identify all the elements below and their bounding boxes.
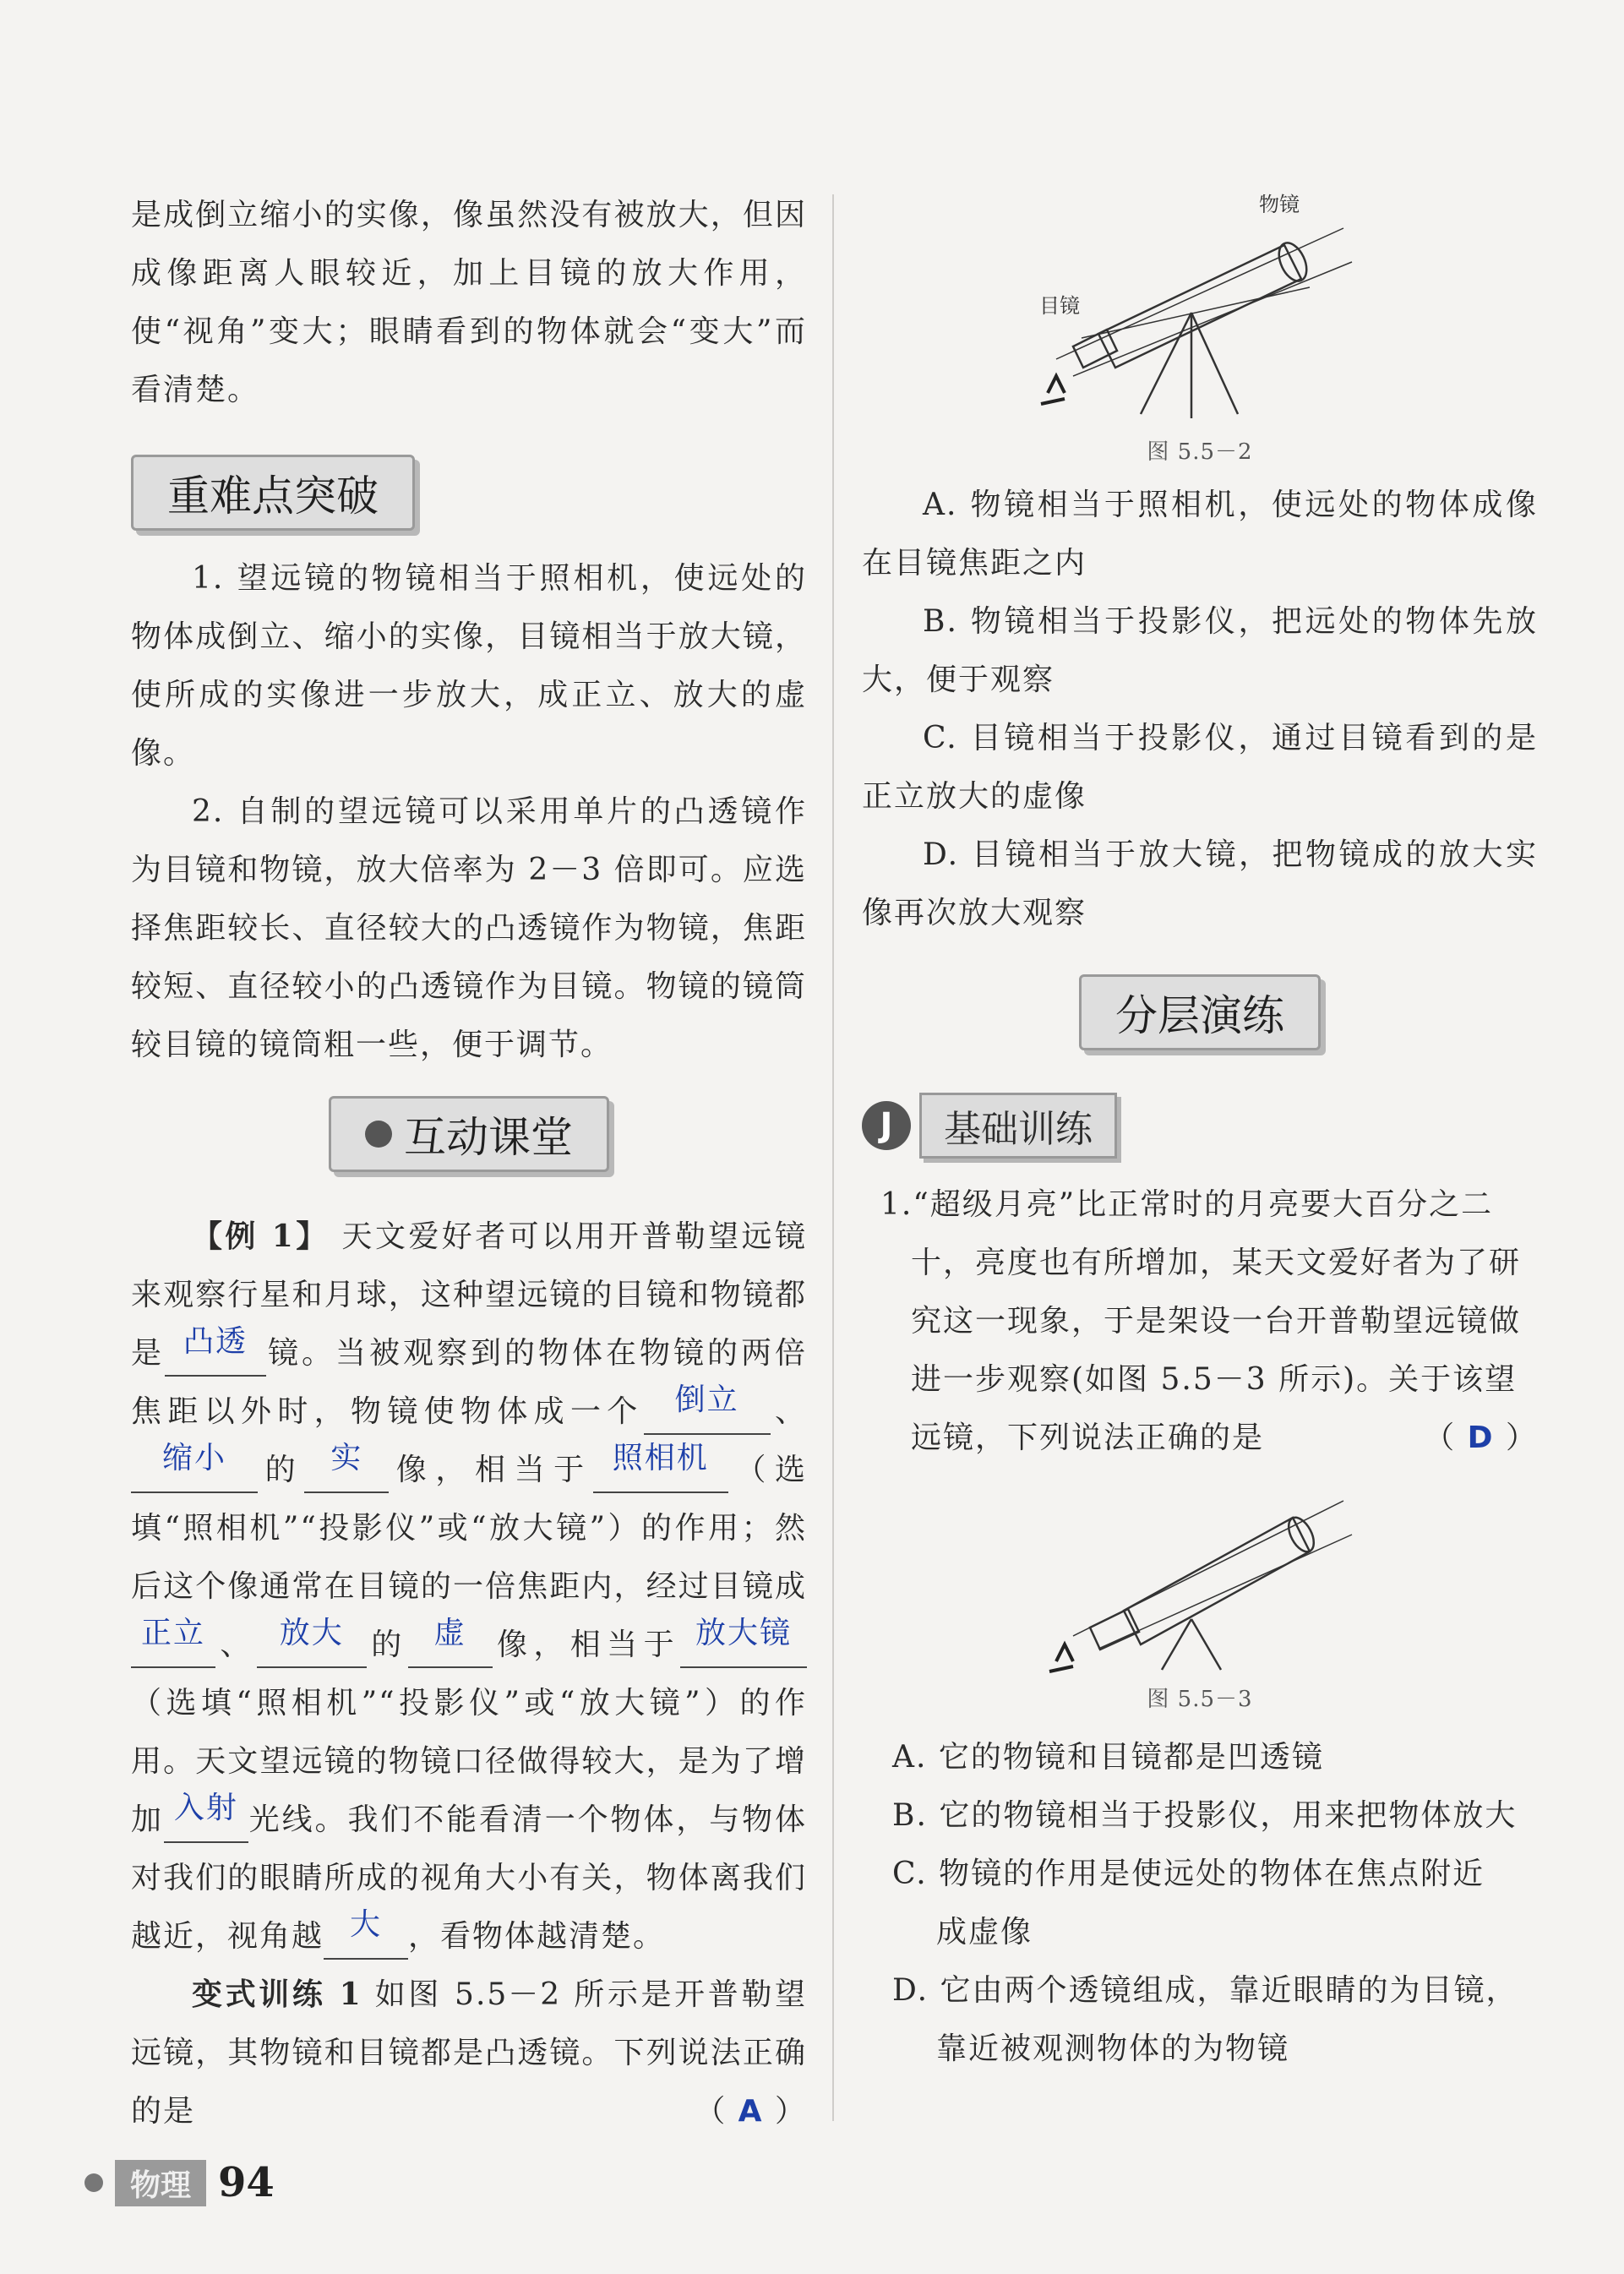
section-title-practice bbox=[1079, 974, 1321, 1050]
page-number: 94 bbox=[218, 2159, 275, 2206]
observer-eye-icon bbox=[1041, 376, 1065, 404]
answer-blank bbox=[593, 1441, 728, 1493]
left-column bbox=[131, 186, 807, 2140]
handwritten-answer: 正立 bbox=[140, 1616, 205, 1650]
telescope-tube bbox=[1098, 245, 1301, 368]
choice-answer: D bbox=[1467, 1421, 1495, 1455]
telescope-tube bbox=[1124, 1518, 1310, 1644]
figure-5-5-2 bbox=[862, 186, 1538, 466]
handwritten-answer: 缩小 bbox=[161, 1441, 226, 1475]
example-1 bbox=[131, 1208, 807, 1966]
handwritten-answer: 实 bbox=[330, 1441, 363, 1475]
variant-text: 如图 5.5－2 所示是开普勒望远镜，其物镜和目镜都是凸透镜。下列说法正确的是 bbox=[131, 1977, 807, 2129]
light-ray bbox=[1073, 1501, 1343, 1636]
variant-label: 变式训练 1 bbox=[192, 1977, 362, 2012]
example-text: 的 bbox=[258, 1453, 305, 1487]
figure-5-5-3 bbox=[862, 1484, 1538, 1713]
choice-answer: A bbox=[738, 2094, 764, 2129]
handwritten-answer: 虚 bbox=[433, 1616, 466, 1650]
subsection-basic-training bbox=[862, 1093, 1117, 1159]
q1-option-d: D. 它由两个透镜组成，靠近眼睛的为目镜， bbox=[892, 1973, 1518, 2008]
footer-subject: 物理 bbox=[115, 2160, 206, 2206]
variant-training-1 bbox=[131, 1966, 807, 2140]
subsection-title: 基础训练 bbox=[919, 1093, 1117, 1159]
figure-caption: 图 5.5－3 bbox=[1147, 1687, 1253, 1712]
tripod-leg bbox=[1191, 1619, 1221, 1670]
answer-blank bbox=[324, 1907, 408, 1960]
light-ray bbox=[1056, 228, 1343, 359]
right-column bbox=[862, 186, 1538, 2078]
option-c: C. 目镜相当于投影仪，通过目镜看到的是正立放大的虚像 bbox=[862, 721, 1538, 814]
option-b: B. 物镜相当于投影仪，把远处的物体先放大，便于观察 bbox=[862, 604, 1538, 697]
example-text: ，看物体越清楚。 bbox=[408, 1919, 666, 1954]
answer-blank bbox=[408, 1616, 493, 1668]
answer-blank bbox=[165, 1324, 266, 1377]
answer-blank bbox=[304, 1441, 389, 1493]
q1-option-d-cont: 靠近被观测物体的为物镜 bbox=[936, 2031, 1290, 2066]
label-eyepiece: 目镜 bbox=[1039, 294, 1080, 318]
tripod-leg bbox=[1162, 1619, 1191, 1670]
j-badge-icon: J bbox=[862, 1101, 911, 1150]
answer-blank bbox=[257, 1616, 367, 1668]
figure-caption: 图 5.5－2 bbox=[1147, 439, 1253, 465]
example-text: 、 bbox=[770, 1394, 807, 1429]
option-a: A. 物镜相当于照相机，使远处的物体成像在目镜焦距之内 bbox=[862, 488, 1538, 581]
bullet-icon bbox=[365, 1121, 392, 1148]
key-point-1: 1. 望远镜的物镜相当于照相机，使远处的物体成倒立、缩小的实像，目镜相当于放大镜，使所成的实像进一步放大，成正立、放大的虚像。 bbox=[131, 561, 807, 771]
q1-option-a: A. 它的物镜和目镜都是凹透镜 bbox=[892, 1740, 1324, 1775]
section-title-text: 互动课堂 bbox=[404, 1113, 573, 1162]
telescope-diagram bbox=[1022, 186, 1377, 431]
example-text: 、 bbox=[215, 1628, 257, 1662]
example-text: （选填“照相机”“投影仪”或“放大镜”）的作用；然后这个像通常在目镜的一倍焦距内，经过目镜成 bbox=[131, 1453, 807, 1604]
example-label: 【例 1】 bbox=[192, 1219, 330, 1254]
example-text: （选填“照相机”“投影仪”或“放大镜”）的作用。天文望远镜的物镜口径做得较大，是为了增加 bbox=[131, 1686, 807, 1837]
footer-ball-icon bbox=[84, 2173, 103, 2192]
option-d: D. 目镜相当于放大镜，把物镜成的放大实像再次放大观察 bbox=[862, 837, 1538, 930]
question-1 bbox=[862, 1175, 1538, 1467]
q1-option-b: B. 它的物镜相当于投影仪，用来把物体放大 bbox=[892, 1798, 1518, 1833]
tripod-leg bbox=[1141, 313, 1191, 414]
handwritten-answer: 大 bbox=[350, 1907, 383, 1942]
example-text: 像，相当于 bbox=[389, 1453, 593, 1487]
example-text: 光线。我们不能看清一个物体，与物体对我们的眼睛所成的视角大小有关，物体离我们越近，视角越 bbox=[131, 1802, 807, 1954]
handwritten-answer: 放大 bbox=[279, 1616, 344, 1650]
page-footer bbox=[84, 2159, 275, 2206]
section-title-classroom bbox=[329, 1096, 609, 1172]
handwritten-answer: 照相机 bbox=[612, 1441, 709, 1475]
intro-paragraph: 是成倒立缩小的实像，像虽然没有被放大，但因成像距离人眼较近，加上目镜的放大作用，使“视角”变大；眼睛看到的物体就会“变大”而看清楚。 bbox=[131, 198, 807, 407]
answer-bracket: （ D ） bbox=[1424, 1421, 1538, 1455]
handwritten-answer: 凸透 bbox=[183, 1324, 248, 1359]
section-title-text: 重难点突破 bbox=[167, 472, 379, 521]
q1-option-c-cont: 成虚像 bbox=[936, 1915, 1033, 1950]
example-text: 镜。当被观察到的物体在物镜的两倍焦距以外时，物镜使物体成一个 bbox=[131, 1336, 807, 1429]
observer-eye-icon bbox=[1049, 1644, 1073, 1671]
example-text: 像，相当于 bbox=[492, 1628, 680, 1662]
example-text: 天文爱好者可以用开普勒望远镜来观察行星和月球，这种望远镜的目镜和物镜都是 bbox=[131, 1219, 807, 1371]
question-text: 1.“超级月亮”比正常时的月亮要大百分之二十，亮度也有所增加，某天文爱好者为了研究这一现象，于是架设一台开普勒望远镜做进一步观察(如图 5.5－3 所示)。关于该望远镜，下列说法正确的是 bbox=[880, 1187, 1522, 1455]
handwritten-answer: 入射 bbox=[173, 1791, 238, 1825]
telescope-diagram-2 bbox=[1022, 1484, 1377, 1678]
column-divider bbox=[832, 194, 834, 2121]
tripod-leg bbox=[1191, 313, 1238, 414]
answer-blank bbox=[644, 1382, 771, 1435]
example-text: 的 bbox=[366, 1628, 408, 1662]
q1-option-c: C. 物镜的作用是使远处的物体在焦点附近 bbox=[892, 1857, 1485, 1891]
section-title-text: 分层演练 bbox=[1115, 991, 1284, 1040]
label-objective: 物镜 bbox=[1259, 193, 1300, 216]
key-point-2: 2. 自制的望远镜可以采用单片的凸透镜作为目镜和物镜，放大倍率为 2－3 倍即可。应选择焦距较长、直径较大的凸透镜作为物镜，焦距较短、直径较小的凸透镜作为目镜。物镜的镜筒较目镜的镜筒粗一些，便于调节。 bbox=[131, 794, 807, 1062]
section-title-key-points bbox=[131, 455, 415, 531]
handwritten-answer: 放大镜 bbox=[695, 1616, 792, 1650]
answer-blank bbox=[131, 1616, 215, 1668]
handwritten-answer: 倒立 bbox=[674, 1382, 739, 1417]
answer-bracket: （ A ） bbox=[695, 2094, 807, 2129]
answer-blank bbox=[680, 1616, 807, 1668]
answer-blank bbox=[164, 1791, 248, 1843]
light-ray bbox=[1098, 1535, 1352, 1649]
answer-blank bbox=[131, 1441, 258, 1493]
